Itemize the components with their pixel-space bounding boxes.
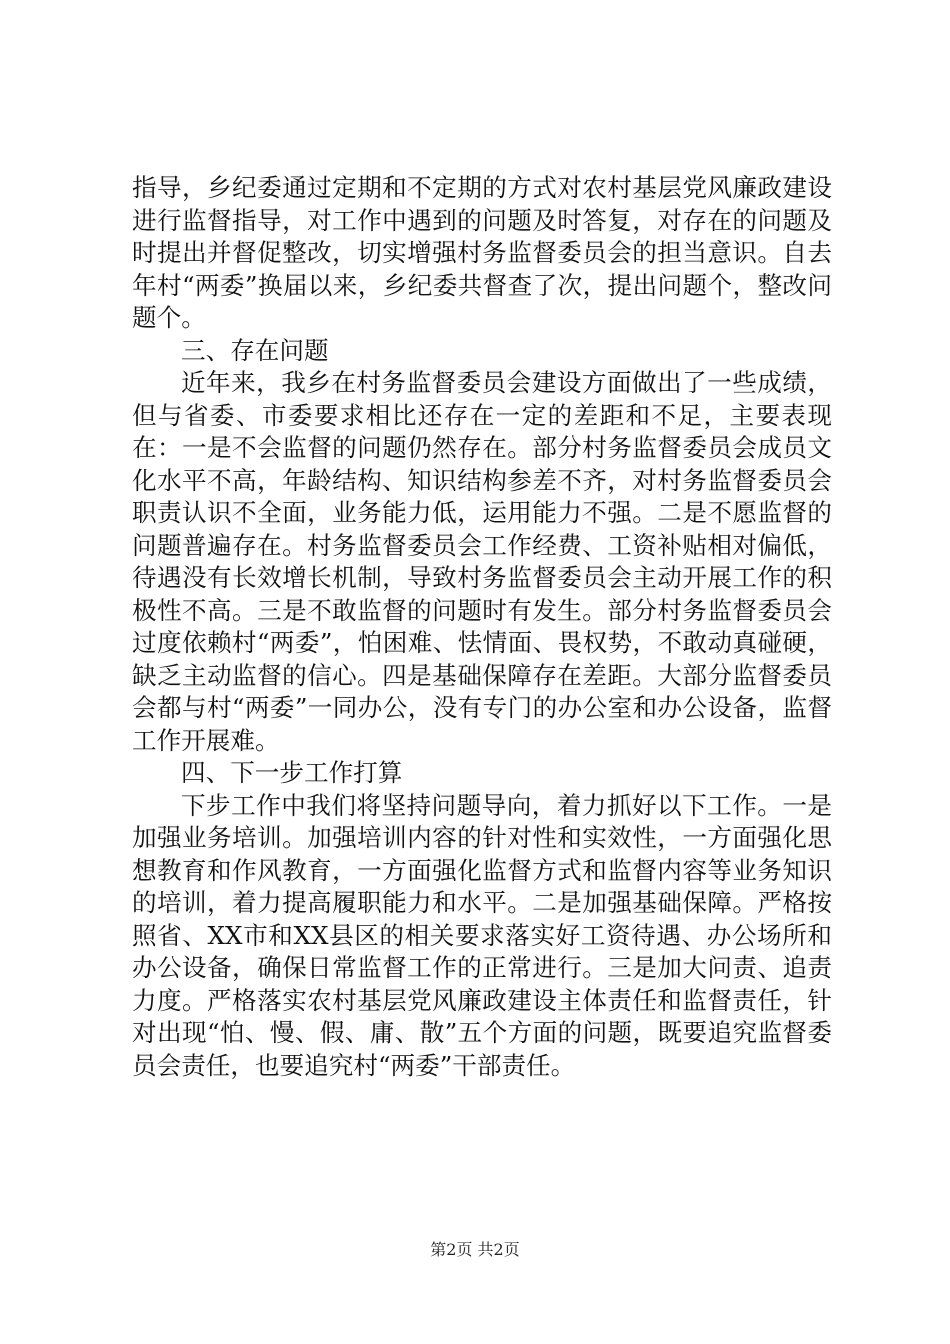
section-heading-next-steps: 四、下一步工作打算	[181, 758, 403, 787]
body-paragraph-next-steps: 下步工作中我们将坚持问题导向，着力抓好以下工作。一是加强业务培训。加强培训内容的针对性和实效性，一方面强化思想教育和作风教育，一方面强化监督方式和监督内容等业务知识的培训，着力提高履职能力和水平。二是加强基础保障。严格按照省、XX市和XX县区的相关要求落实好工资待遇、办公场所和办公设备，确保日常监督工作的正常进行。三是加大问责、追责力度。严格落实农村基层党风廉政建设主体责任和监督责任，针对出现“怕、慢、假、庸、散”五个方面的问题，既要追究监督委员会责任，也要追究村“两委”干部责任。	[132, 790, 832, 1080]
body-paragraph-existing-problems: 近年来，我乡在村务监督委员会建设方面做出了一些成绩，但与省委、市委要求相比还存在一定的差距和不足，主要表现在：一是不会监督的问题仍然存在。部分村务监督委员会成员文化水平不高，年龄结构、知识结构参差不齐，对村务监督委员会职责认识不全面，业务能力低，运用能力不强。二是不愿监督的问题普遍存在。村务监督委员会工作经费、工资补贴相对偏低，待遇没有长效增长机制，导致村务监督委员会主动开展工作的积极性不高。三是不敢监督的问题时有发生。部分村务监督委员会过度依赖村“两委”，怕困难、怯情面、畏权势，不敢动真碰硬，缺乏主动监督的信心。四是基础保障存在差距。大部分监督委员会都与村“两委”一同办公，没有专门的办公室和办公设备，监督工作开展难。	[132, 368, 832, 755]
page-footer: 第2页 共2页	[430, 1240, 520, 1259]
body-paragraph-supervision-guidance: 指导，乡纪委通过定期和不定期的方式对农村基层党风廉政建设进行监督指导，对工作中遇到的问题及时答复，对存在的问题及时提出并督促整改，切实增强村务监督委员会的担当意识。自去年村“两委”换届以来，乡纪委共督查了次，提出问题个，整改问题个。	[132, 173, 832, 332]
document-body	[132, 172, 832, 1082]
section-heading-existing-problems: 三、存在问题	[181, 335, 329, 365]
